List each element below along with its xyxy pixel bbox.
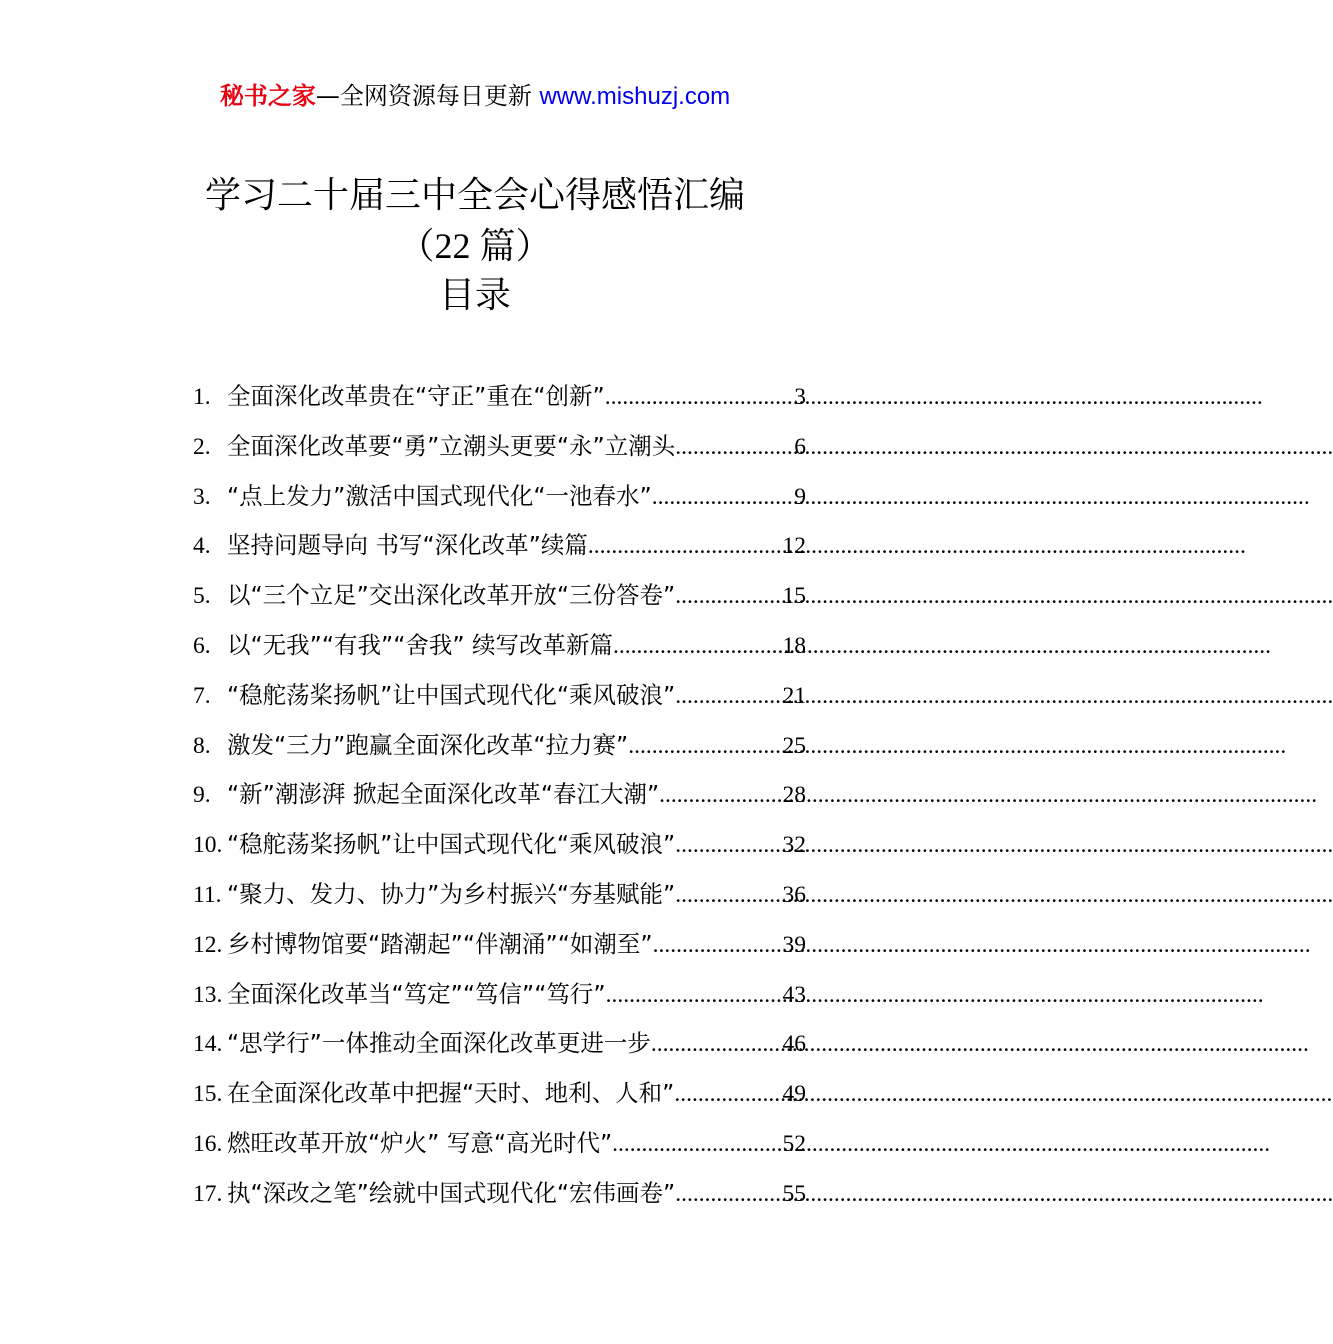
toc-entry-leader-dots <box>675 1170 782 1220</box>
toc-entry-number: 3. <box>193 483 211 510</box>
toc-entry-title: “稳舵荡桨扬帆”让中国式现代化“乘风破浪” <box>227 680 676 709</box>
toc-entry-number: 11. <box>193 881 222 908</box>
toc-entry-number: 2. <box>193 433 211 460</box>
toc-entry[interactable] <box>193 870 806 920</box>
toc-entry-page-number: 15 <box>782 583 806 610</box>
site-url-link[interactable]: www.mishuzj.com <box>539 83 731 110</box>
toc-entry-title: 全面深化改革要“勇”立潮头更要“永”立潮头 <box>227 431 676 460</box>
toc-entry-number: 9. <box>193 782 211 809</box>
toc-entry[interactable] <box>193 770 806 820</box>
toc-entry-leader-dots <box>588 522 783 572</box>
toc-entry[interactable] <box>193 422 806 472</box>
toc-entry-leader-dots <box>613 622 782 672</box>
toc-entry-leader-dots <box>612 1120 782 1170</box>
toc-entry-leader-dots <box>675 871 782 921</box>
toc-entry[interactable] <box>193 920 806 970</box>
toc-entry-page-number: 18 <box>782 632 806 659</box>
site-brand: 秘书之家 <box>219 82 316 110</box>
toc-entry-leader-dots <box>674 1070 782 1120</box>
toc-entry-page-number: 21 <box>782 682 806 709</box>
toc-entry[interactable] <box>193 621 806 671</box>
toc-entry-number: 16. <box>193 1130 223 1157</box>
toc-entry-number: 13. <box>193 981 223 1008</box>
toc-entry-page-number: 3 <box>794 384 806 410</box>
toc-entry[interactable] <box>193 1119 806 1169</box>
toc-entry-leader-dots <box>606 971 783 1021</box>
toc-entry[interactable] <box>193 472 806 522</box>
toc-entry-leader-dots <box>653 921 783 971</box>
document-subtitle: （22 篇） <box>398 226 552 266</box>
toc-entry-number: 14. <box>193 1031 223 1058</box>
toc-entry[interactable] <box>193 1169 806 1219</box>
document-title: 学习二十届三中全会心得感悟汇编 <box>204 175 745 216</box>
toc-entry-title: “聚力、发力、协力”为乡村振兴“夯基赋能” <box>227 879 676 908</box>
toc-entry-leader-dots <box>652 473 795 523</box>
toc-entry[interactable] <box>193 721 806 771</box>
table-of-contents <box>193 372 806 1219</box>
toc-entry-number: 4. <box>193 533 211 560</box>
toc-entry-number: 17. <box>193 1180 223 1207</box>
site-tagline: —全网资源每日更新 <box>315 82 540 110</box>
toc-entry-number: 8. <box>193 732 211 759</box>
toc-entry[interactable] <box>193 970 806 1020</box>
toc-entry-number: 6. <box>193 632 211 659</box>
toc-entry-title: 以“无我”“有我”“舍我” 续写改革新篇 <box>227 630 614 659</box>
toc-entry-number: 10. <box>193 832 223 859</box>
toc-entry-number: 1. <box>193 384 211 410</box>
toc-entry-number: 15. <box>193 1081 223 1108</box>
toc-entry-title: “新”潮澎湃 掀起全面深化改革“春江大潮” <box>227 780 660 809</box>
toc-entry-page-number: 6 <box>794 433 806 460</box>
toc-entry-title: 乡村博物馆要“踏潮起”“伴潮涌”“如潮至” <box>227 929 653 958</box>
toc-entry-title: “思学行”一体推动全面深化改革更进一步 <box>227 1029 651 1058</box>
toc-entry-title: 激发“三力”跑赢全面深化改革“拉力赛” <box>227 730 629 759</box>
toc-entry-title: 全面深化改革贵在“守正”重在“创新” <box>227 382 605 410</box>
toc-entry-number: 5. <box>193 583 211 610</box>
toc-entry-leader-dots <box>628 722 782 772</box>
site-header <box>0 78 950 115</box>
toc-entry-title: 燃旺改革开放“炉火” 写意“高光时代” <box>227 1128 613 1157</box>
toc-entry-title: 全面深化改革当“笃定”“笃信”“笃行” <box>227 979 606 1008</box>
toc-entry-page-number: 25 <box>782 732 806 759</box>
toc-entry-page-number: 43 <box>782 981 806 1008</box>
toc-entry[interactable] <box>193 820 806 870</box>
toc-entry-page-number: 46 <box>782 1031 806 1058</box>
toc-entry-page-number: 52 <box>782 1130 806 1157</box>
toc-entry-leader-dots <box>675 672 782 722</box>
toc-entry-page-number: 28 <box>782 782 806 809</box>
toc-entry-title: 在全面深化改革中把握“天时、地利、人和” <box>227 1079 675 1108</box>
toc-entry-title: “稳舵荡桨扬帆”让中国式现代化“乘风破浪” <box>227 830 676 859</box>
toc-entry-number: 12. <box>193 931 223 958</box>
toc-entry[interactable] <box>193 1019 806 1069</box>
toc-entry-leader-dots <box>675 572 782 622</box>
toc-heading: 目录 <box>438 275 511 316</box>
toc-entry-title: 以“三个立足”交出深化改革开放“三份答卷” <box>227 581 676 610</box>
toc-entry[interactable] <box>193 1069 806 1119</box>
toc-entry-leader-dots <box>651 1020 783 1070</box>
toc-entry[interactable] <box>193 671 806 721</box>
toc-entry-title: 坚持问题导向 书写“深化改革”续篇 <box>227 531 588 560</box>
toc-entry-page-number: 9 <box>794 483 806 510</box>
toc-entry-page-number: 12 <box>782 533 806 560</box>
toc-entry-title: “点上发力”激活中国式现代化“一池春水” <box>227 481 652 510</box>
toc-entry-page-number: 32 <box>782 832 806 859</box>
toc-entry[interactable] <box>193 571 806 621</box>
toc-entry-page-number: 36 <box>782 881 806 908</box>
toc-entry-leader-dots <box>659 771 782 821</box>
toc-entry[interactable] <box>193 372 806 422</box>
toc-entry-page-number: 39 <box>782 931 806 958</box>
toc-entry-leader-dots <box>605 373 795 423</box>
toc-entry-title: 执“深改之笔”绘就中国式现代化“宏伟画卷” <box>227 1178 676 1207</box>
toc-entry[interactable] <box>193 521 806 571</box>
toc-entry-page-number: 55 <box>782 1180 806 1207</box>
toc-entry-leader-dots <box>675 821 782 871</box>
toc-entry-leader-dots <box>675 423 794 473</box>
toc-entry-number: 7. <box>193 682 211 709</box>
toc-entry-page-number: 49 <box>782 1081 806 1108</box>
